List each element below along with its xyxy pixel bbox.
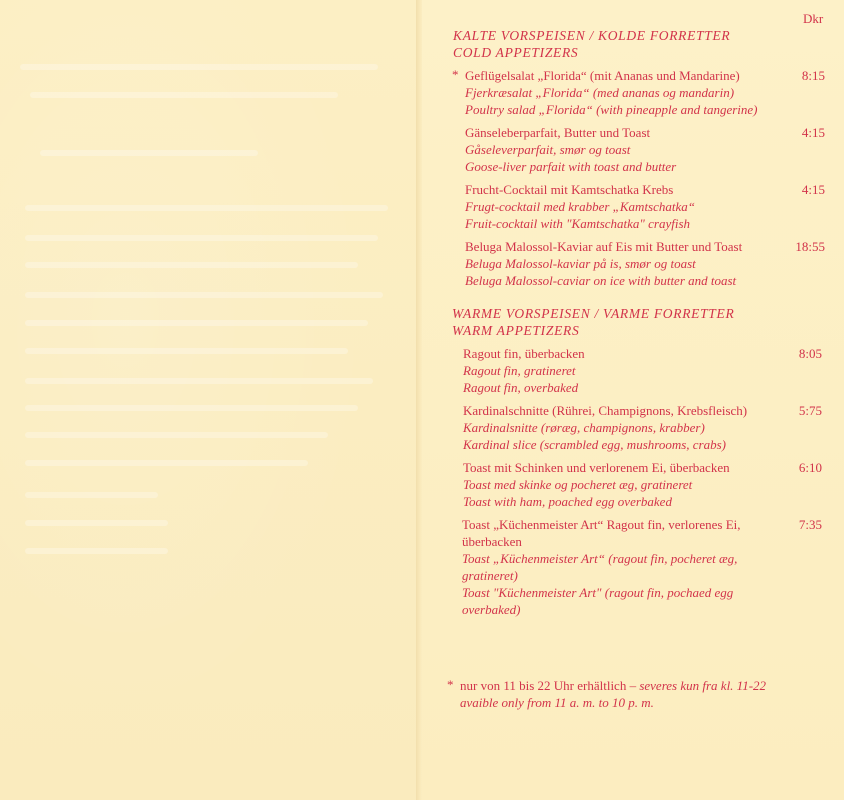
section-title-line: WARME VORSPEISEN / VARME FORRETTER [452,306,735,321]
bleed-through-line [40,150,258,156]
section-subtitle-line: COLD APPETIZERS [453,45,579,60]
item-name-german: Toast mit Schinken und verlorenem Ei, überbacken [463,460,730,475]
bleed-through-line [20,64,378,70]
bleed-through-line [25,292,383,298]
footnote-marker: * [452,67,459,82]
item-price: 6:10 [798,460,822,475]
bleed-through-line [25,235,378,241]
item-name-danish: Fjerkræsalat „Florida“ (med ananas og mandarin) [465,85,735,100]
item-name-danish: Ragout fin, gratineret [463,363,576,378]
section-title-cold [453,27,730,61]
bleed-through-line [25,405,358,411]
bleed-through-line [30,92,338,98]
item-name-english: Fruit-cocktail with "Kamtschatka" crayfish [465,216,691,231]
item-name-english: Beluga Malossol-caviar on ice with butter and toast [465,273,737,288]
item-name-danish-line: gratineret) [462,568,518,583]
item-price: 4:15 [801,182,825,197]
menu-item [465,181,695,232]
bleed-through-line [25,205,388,211]
item-name-german: Beluga Malossol-Kaviar auf Eis mit Butter und Toast [465,239,743,254]
item-name-danish: Gåseleverparfait, smør og toast [465,142,631,157]
item-name-german-line: überbacken [462,534,522,549]
menu-item [465,238,742,289]
section-subtitle-line: WARM APPETIZERS [452,323,580,338]
bleed-through-line [25,348,348,354]
item-name-english: Poultry salad „Florida“ (with pineapple and tangerine) [465,102,758,117]
item-price: 4:15 [801,125,825,140]
footnote-dash: – [626,678,640,693]
item-price: 5:75 [798,403,822,418]
item-name-english: Ragout fin, overbaked [463,380,579,395]
section-title-warm [452,305,734,339]
item-name-german: Ragout fin, überbacken [463,346,585,361]
item-name-english-line: overbaked) [462,602,521,617]
item-price: 7:35 [798,517,822,532]
menu-item [463,402,747,453]
item-name-danish: Toast med skinke og pocheret æg, gratineret [463,477,693,492]
item-name-danish: Frugt-cocktail med krabber „Kamtschatka“ [465,199,695,214]
currency-label: Dkr [803,11,824,26]
item-name-english: Toast with ham, poached egg overbaked [463,494,672,509]
item-name-english: Goose-liver parfait with toast and butter [465,159,677,174]
menu-item [465,124,676,175]
bleed-through-line [25,432,328,438]
item-name-danish: Kardinalsnitte (røræg, champignons, krabber) [463,420,705,435]
bleed-through-line [25,460,308,466]
item-name-danish-line: Toast „Küchenmeister Art“ (ragout fin, pocheret æg, [462,551,738,566]
item-name-english-line: Toast "Küchenmeister Art" (ragout fin, pochaed egg [462,585,734,600]
item-name-german: Frucht-Cocktail mit Kamtschatka Krebs [465,182,674,197]
footnote-german: nur von 11 bis 22 Uhr erhältlich [460,678,627,693]
item-price: 8:15 [801,68,825,83]
menu-item [463,345,585,396]
footnote-danish: severes kun fra kl. 11-22 [639,678,767,693]
section-title-line: KALTE VORSPEISEN / KOLDE FORRETTER [453,28,731,43]
menu-item [462,516,741,618]
bleed-through-line [25,520,168,526]
bleed-through-line [25,378,373,384]
menu-item [465,67,758,118]
menu-item [463,459,730,510]
item-price: 8:05 [798,346,822,361]
item-name-german-line: Toast „Küchenmeister Art“ Ragout fin, verlorenes Ei, [462,517,741,532]
item-name-danish: Beluga Malossol-kaviar på is, smør og toast [465,256,696,271]
footnote-english: avaible only from 11 a. m. to 10 p. m. [460,695,654,710]
item-name-german: Kardinalschnitte (Rührei, Champignons, Krebsfleisch) [463,403,748,418]
left-page [0,0,418,800]
item-name-german: Geflügelsalat „Florida“ (mit Ananas und Mandarine) [465,68,740,83]
footnote-line [460,677,766,694]
bleed-through-line [25,320,368,326]
footnote-marker: * [447,677,454,692]
bleed-through-line [25,262,358,268]
item-name-english: Kardinal slice (scrambled egg, mushrooms, crabs) [463,437,726,452]
item-name-german: Gänseleberparfait, Butter und Toast [465,125,651,140]
bleed-through-line [25,492,158,498]
item-price: 18:55 [795,239,825,254]
footnote [460,677,766,711]
bleed-through-line [25,548,168,554]
